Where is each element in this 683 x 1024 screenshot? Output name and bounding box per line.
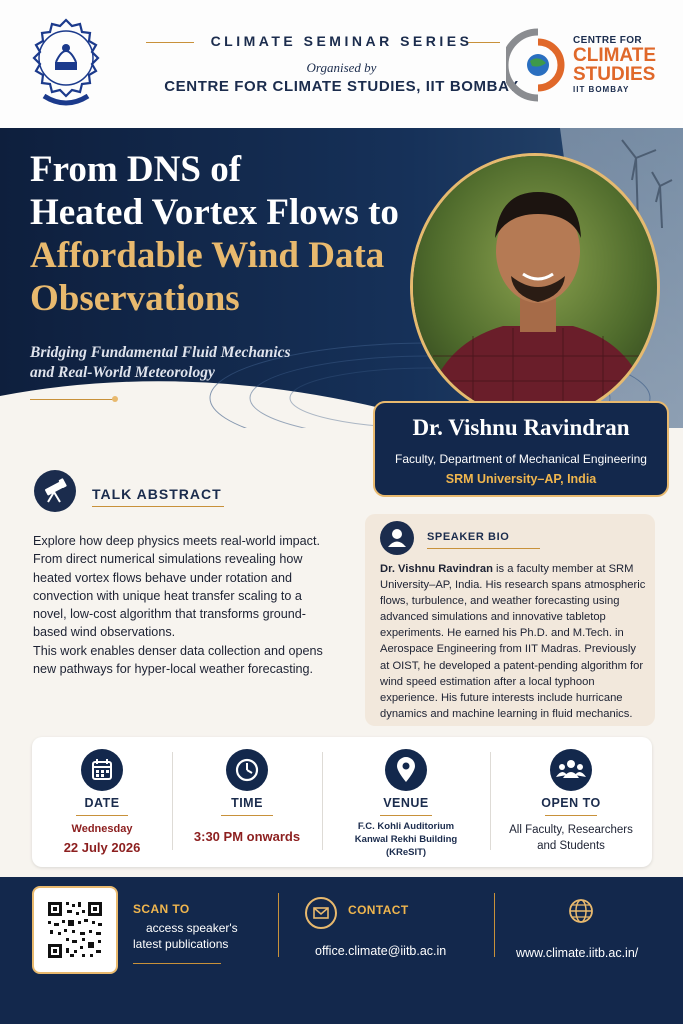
abstract-text (33, 532, 333, 678)
bio-text (380, 561, 648, 722)
ccs-logo-text (573, 35, 673, 94)
venue-line-2: Kanwal Rekhi Building (354, 834, 458, 845)
venue-divider (380, 815, 432, 816)
clock-icon (226, 749, 268, 791)
footer-separator (278, 893, 279, 957)
venue-block (322, 737, 490, 867)
time-label: TIME (231, 796, 263, 810)
organised-by: Organised by (306, 60, 377, 75)
scan-text-2: latest publications (133, 937, 229, 951)
title-line-1: From DNS of (30, 149, 242, 190)
speaker-university: SRM University–AP, India (445, 472, 597, 486)
people-icon (550, 749, 592, 791)
open-to-divider (545, 815, 597, 816)
open-to-line-2: and Students (537, 840, 605, 852)
ccs-line3: STUDIES (573, 64, 656, 85)
talk-subtitle (30, 343, 370, 383)
date-day: Wednesday (71, 823, 133, 835)
speaker-name: Dr. Vishnu Ravindran (412, 415, 630, 440)
person-icon (380, 521, 414, 555)
talk-title (30, 148, 420, 320)
envelope-icon (305, 897, 337, 929)
qr-code[interactable] (32, 886, 118, 974)
title-line-4: Observations (30, 278, 240, 319)
open-to-label: OPEN TO (541, 796, 601, 810)
abstract-paragraph-2: This work enables denser data collection and opens new pathways for hyper-local weather forecasting. (33, 643, 323, 677)
divider-dot (112, 396, 118, 402)
ccs-line1: CENTRE FOR (573, 35, 642, 46)
time-value: 3:30 PM onwards (193, 829, 301, 844)
contact-email[interactable]: office.climate@iitb.ac.in (315, 944, 447, 958)
calendar-icon (81, 749, 123, 791)
footer-separator (494, 893, 495, 957)
title-line-2: Heated Vortex Flows to (30, 192, 399, 233)
scan-divider (133, 963, 221, 964)
contact-heading: CONTACT (348, 903, 409, 917)
speaker-card (373, 401, 669, 497)
ccs-line2: CLIMATE (573, 45, 657, 66)
abstract-heading: TALK ABSTRACT (92, 486, 222, 502)
venue-label: VENUE (383, 796, 429, 810)
scan-text-1: access speaker's (146, 921, 238, 935)
ccs-line4: IIT BOMBAY (573, 85, 630, 94)
title-line-3: Affordable Wind Data (30, 235, 385, 276)
date-value: 22 July 2026 (63, 840, 141, 855)
website-link[interactable]: www.climate.iitb.ac.in/ (516, 946, 639, 960)
open-to-text (490, 822, 652, 854)
globe-icon (567, 897, 595, 925)
ccs-logo-icon (506, 28, 570, 102)
time-divider (221, 815, 273, 816)
subtitle-line-1: Bridging Fundamental Fluid Mechanics (30, 344, 291, 361)
venue-text (322, 820, 490, 859)
subtitle-divider (30, 399, 116, 400)
time-block (172, 737, 322, 867)
speaker-photo (410, 153, 660, 421)
series-title: CLIMATE SEMINAR SERIES (210, 33, 473, 49)
location-pin-icon (385, 749, 427, 791)
bio-heading: SPEAKER BIO (427, 531, 510, 543)
organiser-name: CENTRE FOR CLIMATE STUDIES, IIT BOMBAY (164, 78, 519, 95)
date-block (32, 737, 172, 867)
abstract-paragraph-1: Explore how deep physics meets real-world impact. From direct numerical simulations revealing how heated vortex flows behave under rotation and convection with unique heat transfer scaling to a novel, low-cost algorithm that transforms ground-based wind observations. (33, 534, 320, 640)
venue-line-3: (KReSIT) (385, 847, 427, 858)
telescope-icon (34, 470, 76, 512)
subtitle-line-2: and Real-World Meteorology (30, 364, 215, 381)
abstract-divider (92, 506, 224, 507)
bio-body: is a faculty member at SRM University–AP, India. His research spans atmospheric flows, turbulence, and weather forecasting using advanced simulations and innovative tabletop experiments. He earned his Ph.D. and M.Tech. in Aerospace Engineering from IIT Madras. Previously at OIST, he developed a patent-pending algorithm for wind speed estimation after a local typhoon experience. His future interests include hurricane dynamics and machine learning in fluid mechanics. (380, 563, 646, 720)
bio-divider (427, 548, 540, 549)
date-divider (76, 815, 128, 816)
scan-heading: SCAN TO (133, 902, 190, 916)
open-to-line-1: All Faculty, Researchers (509, 824, 633, 836)
open-to-block (490, 737, 652, 867)
bio-name: Dr. Vishnu Ravindran (380, 563, 493, 575)
speaker-department: Faculty, Department of Mechanical Engineering (395, 452, 647, 466)
date-label: DATE (84, 796, 120, 810)
venue-line-1: F.C. Kohli Auditorium (357, 821, 455, 832)
